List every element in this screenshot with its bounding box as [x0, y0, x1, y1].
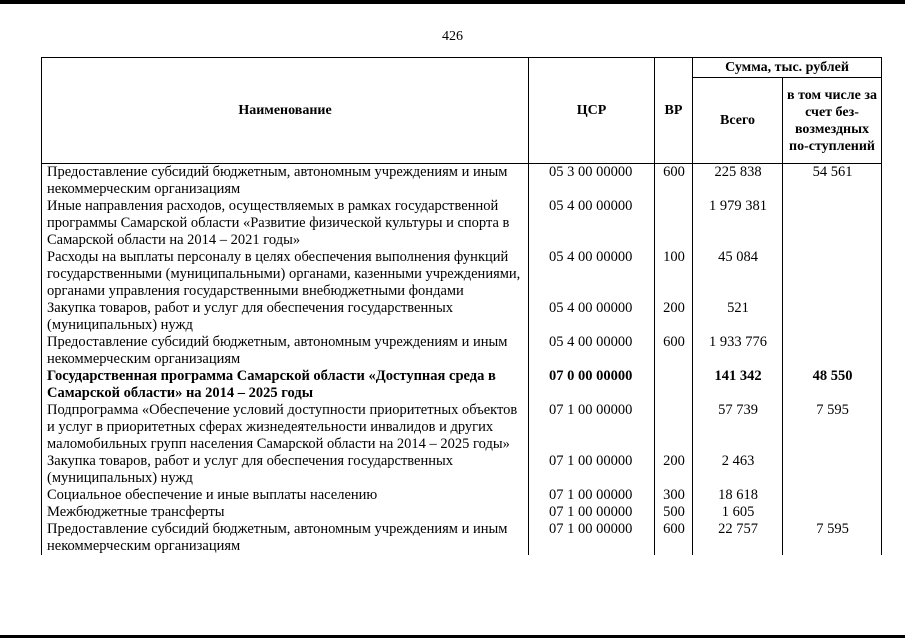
- table-row: [42, 521, 882, 555]
- header-total: Всего: [693, 78, 783, 164]
- row-name: Подпрограмма «Обеспечение условий доступности приоритетных объектов и услуг в приоритетных сферах жизнедеятельности инвалидов и других маломобильных групп населения Самарской области на 2014 – 2025 годы»: [42, 402, 529, 453]
- row-total: 141 342: [693, 368, 783, 402]
- row-total: 521: [693, 300, 783, 334]
- row-vr: 600: [655, 164, 693, 199]
- page-number: 426: [442, 29, 463, 44]
- table-row: [42, 198, 882, 249]
- row-gratuitous: 48 550: [783, 368, 882, 402]
- row-vr: [655, 198, 693, 249]
- row-name: Закупка товаров, работ и услуг для обеспечения государственных (муниципальных) нужд: [42, 453, 529, 487]
- table-row: [42, 334, 882, 368]
- header-name: Наименование: [42, 58, 529, 164]
- row-csr: 05 3 00 00000: [529, 164, 655, 199]
- row-vr: 600: [655, 521, 693, 555]
- table-row: [42, 402, 882, 453]
- row-total: 57 739: [693, 402, 783, 453]
- table-row: [42, 368, 882, 402]
- row-gratuitous: 7 595: [783, 521, 882, 555]
- table-header: [42, 58, 882, 164]
- row-csr: 07 0 00 00000: [529, 368, 655, 402]
- row-total: 18 618: [693, 487, 783, 504]
- row-gratuitous: [783, 334, 882, 368]
- row-csr: 05 4 00 00000: [529, 198, 655, 249]
- table-row: [42, 487, 882, 504]
- row-gratuitous: [783, 453, 882, 487]
- bottom-border: [0, 635, 905, 638]
- row-total: 1 933 776: [693, 334, 783, 368]
- row-vr: 500: [655, 504, 693, 521]
- row-csr: 07 1 00 00000: [529, 504, 655, 521]
- row-vr: 100: [655, 249, 693, 300]
- row-csr: 07 1 00 00000: [529, 487, 655, 504]
- row-name: Государственная программа Самарской области «Доступная среда в Самарской области» на 2014 – 2025 годы: [42, 368, 529, 402]
- header-vr: ВР: [655, 58, 693, 164]
- row-name: Расходы на выплаты персоналу в целях обеспечения выполнения функций государственными (муниципальными) органами, казенными учреждениями, органами управления государственными внебюджетными фондами: [42, 249, 529, 300]
- header-gratuitous: в том числе за счет без-возмездных по-ступлений: [783, 78, 882, 164]
- table-row: [42, 164, 882, 199]
- row-name: Межбюджетные трансферты: [42, 504, 529, 521]
- budget-table: [41, 57, 882, 555]
- row-vr: 600: [655, 334, 693, 368]
- row-name: Предоставление субсидий бюджетным, автономным учреждениям и иным некоммерческим организациям: [42, 521, 529, 555]
- row-total: 45 084: [693, 249, 783, 300]
- row-name: Закупка товаров, работ и услуг для обеспечения государственных (муниципальных) нужд: [42, 300, 529, 334]
- row-csr: 05 4 00 00000: [529, 300, 655, 334]
- row-vr: 300: [655, 487, 693, 504]
- table-body: [42, 164, 882, 556]
- row-total: 22 757: [693, 521, 783, 555]
- row-csr: 07 1 00 00000: [529, 402, 655, 453]
- row-name: Предоставление субсидий бюджетным, автономным учреждениям и иным некоммерческим организациям: [42, 164, 529, 199]
- row-vr: [655, 402, 693, 453]
- table-row: [42, 249, 882, 300]
- header-csr: ЦСР: [529, 58, 655, 164]
- top-border: [0, 0, 905, 4]
- row-gratuitous: 7 595: [783, 402, 882, 453]
- row-vr: 200: [655, 453, 693, 487]
- row-name: Социальное обеспечение и иные выплаты населению: [42, 487, 529, 504]
- row-total: 1 979 381: [693, 198, 783, 249]
- table-row: [42, 504, 882, 521]
- row-csr: 05 4 00 00000: [529, 334, 655, 368]
- table-row: [42, 300, 882, 334]
- row-vr: [655, 368, 693, 402]
- row-gratuitous: [783, 487, 882, 504]
- row-vr: 200: [655, 300, 693, 334]
- row-total: 2 463: [693, 453, 783, 487]
- row-total: 225 838: [693, 164, 783, 199]
- row-csr: 07 1 00 00000: [529, 453, 655, 487]
- row-gratuitous: [783, 300, 882, 334]
- row-name: Иные направления расходов, осуществляемых в рамках государственной программы Самарской области «Развитие физической культуры и спорта в Самарской области на 2014 – 2021 годы»: [42, 198, 529, 249]
- row-gratuitous: 54 561: [783, 164, 882, 199]
- row-gratuitous: [783, 198, 882, 249]
- table-row: [42, 453, 882, 487]
- row-gratuitous: [783, 249, 882, 300]
- row-gratuitous: [783, 504, 882, 521]
- row-total: 1 605: [693, 504, 783, 521]
- row-name: Предоставление субсидий бюджетным, автономным учреждениям и иным некоммерческим организациям: [42, 334, 529, 368]
- row-csr: 07 1 00 00000: [529, 521, 655, 555]
- row-csr: 05 4 00 00000: [529, 249, 655, 300]
- header-sum-group: Сумма, тыс. рублей: [693, 58, 882, 78]
